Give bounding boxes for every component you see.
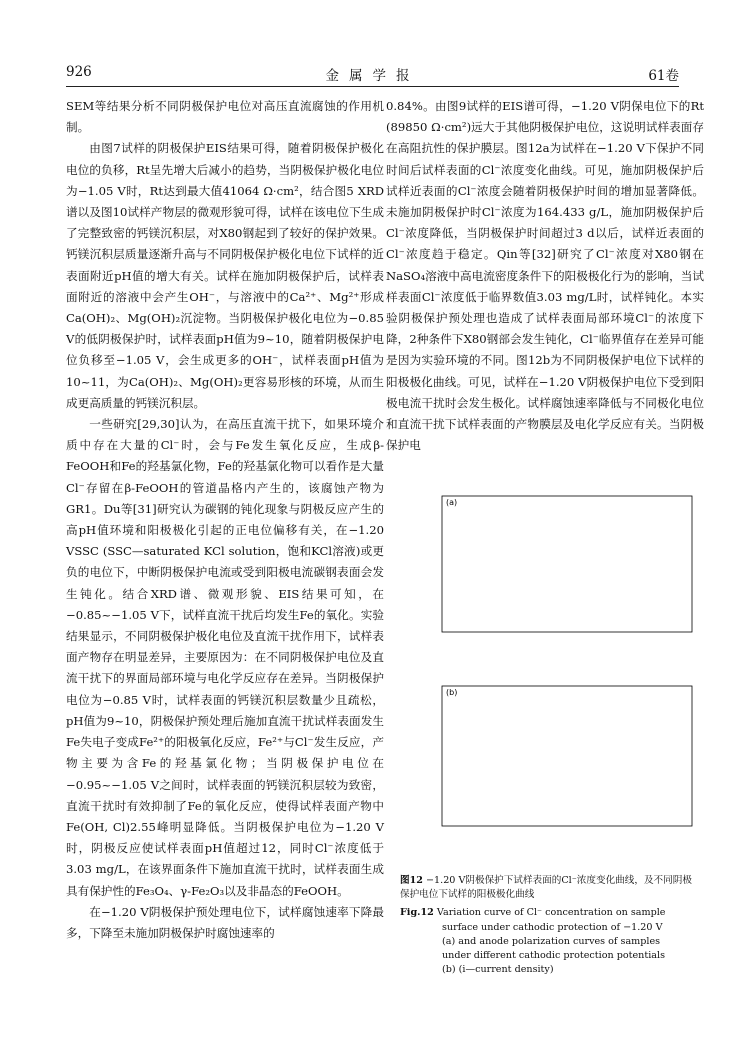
page-number: 926 [66,64,92,80]
panel-b-plot-frame [442,686,692,826]
paragraph: SEM等结果分析不同阴极保护电位对高压直流腐蚀的作用机制。 [66,99,384,135]
paragraph: 由图7试样的阴极保护EIS结果可得，随着阴极保护极化电位的负移，Rt呈先增大后减小的趋势，当阴极保护极化电位为−1.05 V时，Rt达到最大值41064 Ω·cm²，结合图5 XRD谱以及图10试样产物层的微观形貌可得，试样在该电位下生成了完整致密的钙镁沉积层，对X80钢起到了较好的保护效果。钙镁沉积层质量逐渐升高与不同阴极保护极化电位下试样的近表面附近pH值的增大有关。试样在施加阴极保护后，试样表面附近的溶液中会产生OH⁻，与溶液中的Ca²⁺、Mg²⁺形成Ca(OH)₂、Mg(OH)₂沉淀物。当阴极保护极化电位为−0.85 V的低阴极保护时，试样表面pH值为9~10，随着阴极保护电位负移至−1.05 V，会生成更多的OH⁻，试样表面pH值为10~11，为Ca(OH)₂、Mg(OH)₂更容易形核的环境，从而生成更高质量的钙镁沉积层。 [66,141,384,410]
panel-a-label: (a) [446,498,458,507]
panel-a [442,496,692,632]
paragraph: 一些研究[29,30]认为，在高压直流干扰下，如果环境介质中存在大量的Cl⁻时，会与Fe发生氧化反应，生成β-FeOOH和Fe的羟基氯化物，Fe的羟基氯化物可以看作是大量Cl⁻存留在β-FeOOH的管道晶格内产生的，该腐蚀产物为GR1。Du等[31]研究认为碳钢的钝化现象与阴极反应产生的高pH值环境和阳极极化引起的正电位偏移有关，在−1.20 VSSC (SSC—saturated KCl solution，饱和KCl溶液)或更负的电位下，中断阴极保护电流或受到阳极电流碳钢表面会发生钝化。结合XRD谱、微观形貌、EIS结果可知，在−0.85~−1.05 V下，试样直流干扰后均发生Fe的氧化。实验结果显示，不同阴极保护极化电位及直流干扰作用下，试样表面产物存在明显差异，主要原因为：在不同阴极保护电位及直流干扰下的界面局部环境与电化学反应存在差异。当阴极保护电位为−0.85 V时，试样表面的钙镁沉积层数量少且疏松，pH值为9~10，阴极保护预处理后施加直流干扰试样表面发生Fe失电子变成Fe²⁺的阳极氧化反应，Fe²⁺与Cl⁻发生反应，产物主要为含Fe的羟基氯化物；当阴极保护电位在−0.95~−1.05 V之间时，试样表面的钙镁沉积层较为致密，直流干扰时有效抑制了Fe的氧化反应，使得试样表面产物中Fe(OH, Cl)2.55峰明显降低。当阴极保护电位为−1.20 V时，阴极反应使试样表面pH值超过12，同时Cl⁻浓度低于3.03 mg/L，在该界面条件下施加直流干扰时，试样表面生成具有保护性的Fe₃O₄、γ-Fe₂O₃以及非晶态的FeOOH。 [66,417,384,898]
journal-title: 金属学报 [325,68,420,84]
header-rule [66,86,679,87]
paragraph: 在−1.20 V阴极保护预处理电位下，试样腐蚀速率下降最多，下降至未施加阴极保护时腐蚀速率的 [66,904,384,940]
figure-12 [400,488,700,874]
caption-en [400,906,700,920]
running-header [66,64,679,84]
panel-b [442,686,692,826]
caption-en-line: (a) and anode polarization curves of samples [442,935,661,947]
paragraph: 0.84%。由图9试样的EIS谱可得，−1.20 V阴保电位下的Rt (89850 Ω·cm²)远大于其他阴极保护电位，这说明试样表面存在高阻抗性的保护膜层。图12a为试样在−1.20 V下保护不同时间后试样表面的Cl⁻浓度变化曲线。可见，施加阴极保护后试样近表面的Cl⁻浓度会随着阴极保护时间的增加显著降低。未施加阴极保护时Cl⁻浓度为164.433 g/L，施加阴极保护后Cl⁻浓度降低，当阴极保护时间超过3 d以后，试样近表面的Cl⁻浓度趋于稳定。Qin等[32]研究了Cl⁻浓度对X80钢在NaSO₄溶液中高电流密度条件下的阳极极化行为的影响，当试样表面Cl⁻浓度低于临界数值3.03 mg/L时，试样钝化。本实验阴极保护预处理也造成了试样表面局部环境Cl⁻的浓度下降，2种条件下X80钢部会发生钝化，Cl⁻临界值存在差异可能是因为实验环境的不同。图12b为不同阴极保护电位下试样的阳极极化曲线。可见，试样在−1.20 V阴极保护电位下受到阳极电流干扰时会发生极化。试样腐蚀速率降低与不同极化电位和直流干扰下试样表面的产物膜层及电化学反应有关。当阴极保护电 [386,99,704,453]
volume-number: 61卷 [648,68,679,84]
right-column [386,96,704,456]
figure-caption [400,874,700,977]
panel-a-plot-frame [442,496,692,632]
caption-en-label: Fig.12 [400,907,434,919]
left-column [66,96,384,944]
caption-en-line: Variation curve of Cl⁻ concentration on sample [436,907,666,919]
caption-en-line: surface under cathodic protection of −1.20 V [442,921,663,933]
caption-en-line: (b) (i—current density) [442,964,554,976]
caption-cn-label: 图12 [400,875,423,886]
panel-b-label: (b) [446,688,458,697]
caption-en-line: under different cathodic protection potentials [442,950,665,962]
caption-cn [400,874,700,902]
caption-cn-text: −1.20 V阴极保护下试样表面的Cl⁻浓度变化曲线，及不同阴极保护电位下试样的阳极极化曲线 [400,875,692,901]
